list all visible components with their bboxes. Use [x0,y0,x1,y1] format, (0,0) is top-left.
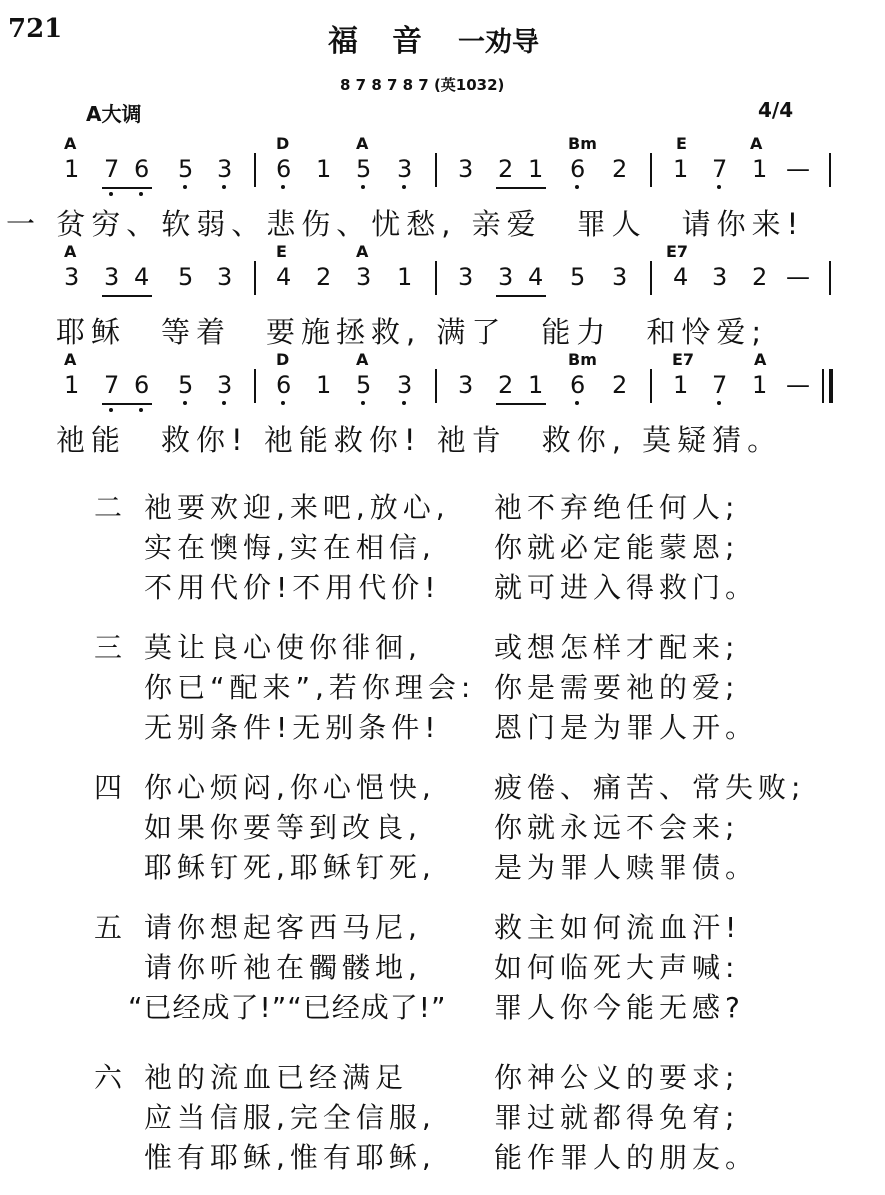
note: 1 [316,155,332,183]
meter-info: 8 7 8 7 8 7 (英1032) [340,76,505,94]
chord: Bm [568,350,597,369]
hymn-title: 福 音 [328,24,424,59]
note: 1 [316,371,332,399]
low-octave-dot [222,185,226,189]
low-octave-dot [402,185,406,189]
verse-line-right: 祂不弃绝任何人; [494,491,740,524]
note: 4 [276,263,292,291]
low-octave-dot [717,401,721,405]
verse-line-right: 或想怎样才配来; [494,631,740,664]
note: 1 [64,155,80,183]
note: 1 [64,371,80,399]
low-octave-dot [109,408,113,412]
lyric-line: 耶稣 等着 要施拯救, 满了 能力 和怜爱; [56,315,768,349]
note: — [786,371,810,399]
time-signature: 4/4 [758,98,794,122]
low-octave-dot [402,401,406,405]
chord: A [750,134,763,153]
low-octave-dot [361,185,365,189]
low-octave-dot [361,401,365,405]
note: — [786,263,810,291]
bar-line [254,261,256,295]
note: 6 [134,155,150,183]
note: 2 [316,263,332,291]
verse-line-left: 不用代价!不用代价! [144,571,441,604]
note: 1 [528,371,544,399]
note: 3 [64,263,80,291]
chord: Bm [568,134,597,153]
low-octave-dot [575,185,579,189]
underline-beam [102,403,152,405]
verse-line-left: 请你听祂在髑髅地, [144,951,422,984]
chord: D [276,134,290,153]
verse-number: 三 [94,631,123,664]
bar-line [254,153,256,187]
note: 4 [673,263,689,291]
note: 6 [134,371,150,399]
note: 7 [712,155,728,183]
verse-line-left: 祂的流血已经满足 [144,1061,409,1094]
verse-line-left: 惟有耶稣,惟有耶稣, [144,1141,436,1174]
note: 7 [712,371,728,399]
note: 1 [752,155,768,183]
underline-beam [496,187,546,189]
verse-line-right: 罪过就都得免宥; [494,1101,740,1134]
note: 3 [458,371,474,399]
verse-line-right: 你是需要祂的爱; [494,671,740,704]
note: 3 [217,371,233,399]
verse-line-left: 你已“配来”,若你理会: [144,671,476,704]
note: 3 [217,263,233,291]
chord: E [276,242,287,261]
bar-line [435,261,437,295]
bar-line [829,153,831,187]
hymn-number: 721 [8,14,63,44]
verse-number: 二 [94,491,123,524]
bar-line [435,369,437,403]
note: 1 [397,263,413,291]
final-bar-line [829,369,833,403]
note: 7 [104,371,120,399]
final-bar-line [822,369,824,403]
note: 3 [498,263,514,291]
underline-beam [102,295,152,297]
note: 1 [752,371,768,399]
note: 3 [458,263,474,291]
note: 3 [712,263,728,291]
low-octave-dot [575,401,579,405]
note: 6 [570,371,586,399]
note: 6 [276,155,292,183]
verse-line-left: 莫让良心使你徘徊, [144,631,422,664]
verse-line-right: 能作罪人的朋友。 [494,1141,759,1174]
note: 2 [612,371,628,399]
note: 5 [178,371,194,399]
note: 7 [104,155,120,183]
chord: A [356,350,369,369]
bar-line [650,369,652,403]
lyric-line: 一 贫穷、软弱、悲伤、忧愁, 亲爱 罪人 请你来! [6,207,805,241]
verse-line-left: 请你想起客西马尼, [144,911,422,944]
lyric-line: 祂能 救你! 祂能救你! 祂肯 救你, 莫疑猜。 [56,423,783,457]
note: 5 [178,263,194,291]
note: 2 [498,155,514,183]
note: 3 [397,155,413,183]
bar-line [650,261,652,295]
note: 2 [498,371,514,399]
verse-number: 五 [94,911,123,944]
note: — [786,155,810,183]
low-octave-dot [281,185,285,189]
verse-line-right: 你神公义的要求; [494,1061,740,1094]
verse-line-right: 救主如何流血汗! [494,911,742,944]
underline-beam [496,295,546,297]
note: 6 [570,155,586,183]
low-octave-dot [281,401,285,405]
low-octave-dot [183,185,187,189]
hymn-subtitle: 一劝导 [458,27,539,58]
note: 2 [612,155,628,183]
verse-line-left: 无别条件!无别条件! [144,711,441,744]
note: 1 [528,155,544,183]
chord: E7 [666,242,689,261]
note: 4 [528,263,544,291]
verse-number: 六 [94,1061,123,1094]
note: 6 [276,371,292,399]
low-octave-dot [139,192,143,196]
note: 5 [356,371,372,399]
low-octave-dot [183,401,187,405]
verse-line-left: 如果你要等到改良, [144,811,422,844]
verse-line-left: 应当信服,完全信服, [144,1101,436,1134]
verse-line-right: 罪人你今能无感? [494,991,745,1024]
low-octave-dot [139,408,143,412]
verse-number: 四 [94,771,123,804]
verse-line-left: 实在懊悔,实在相信, [144,531,436,564]
note: 5 [356,155,372,183]
chord: E7 [672,350,695,369]
chord: E [676,134,687,153]
note: 4 [134,263,150,291]
verse-line-right: 你就必定能蒙恩; [494,531,740,564]
verse-line-right: 你就永远不会来; [494,811,740,844]
underline-beam [496,403,546,405]
note: 2 [752,263,768,291]
verse-line-left: 祂要欢迎,来吧,放心, [144,491,450,524]
verse-line-left: 你心烦闷,你心悒快, [144,771,436,804]
chord: A [64,242,77,261]
bar-line [829,261,831,295]
verse-line-right: 如何临死大声喊: [494,951,740,984]
note: 5 [178,155,194,183]
low-octave-dot [717,185,721,189]
chord: A [356,134,369,153]
note: 5 [570,263,586,291]
underline-beam [102,187,152,189]
note: 3 [397,371,413,399]
verse-line-right: 是为罪人赎罪债。 [494,851,759,884]
chord: D [276,350,290,369]
low-octave-dot [109,192,113,196]
verse-line-right: 疲倦、痛苦、常失败; [494,771,806,804]
note: 3 [104,263,120,291]
verse-line-left: “已经成了!”“已经成了!” [128,991,447,1024]
chord: A [356,242,369,261]
bar-line [435,153,437,187]
note: 3 [612,263,628,291]
note: 3 [458,155,474,183]
chord: A [64,350,77,369]
chord: A [754,350,767,369]
bar-line [650,153,652,187]
bar-line [254,369,256,403]
verse-line-left: 耶稣钉死,耶稣钉死, [144,851,436,884]
note: 3 [356,263,372,291]
note: 1 [673,371,689,399]
key-signature: A大调 [86,102,142,126]
low-octave-dot [222,401,226,405]
verse-line-right: 恩门是为罪人开。 [494,711,759,744]
verse-line-right: 就可进入得救门。 [494,571,759,604]
note: 1 [673,155,689,183]
chord: A [64,134,77,153]
note: 3 [217,155,233,183]
